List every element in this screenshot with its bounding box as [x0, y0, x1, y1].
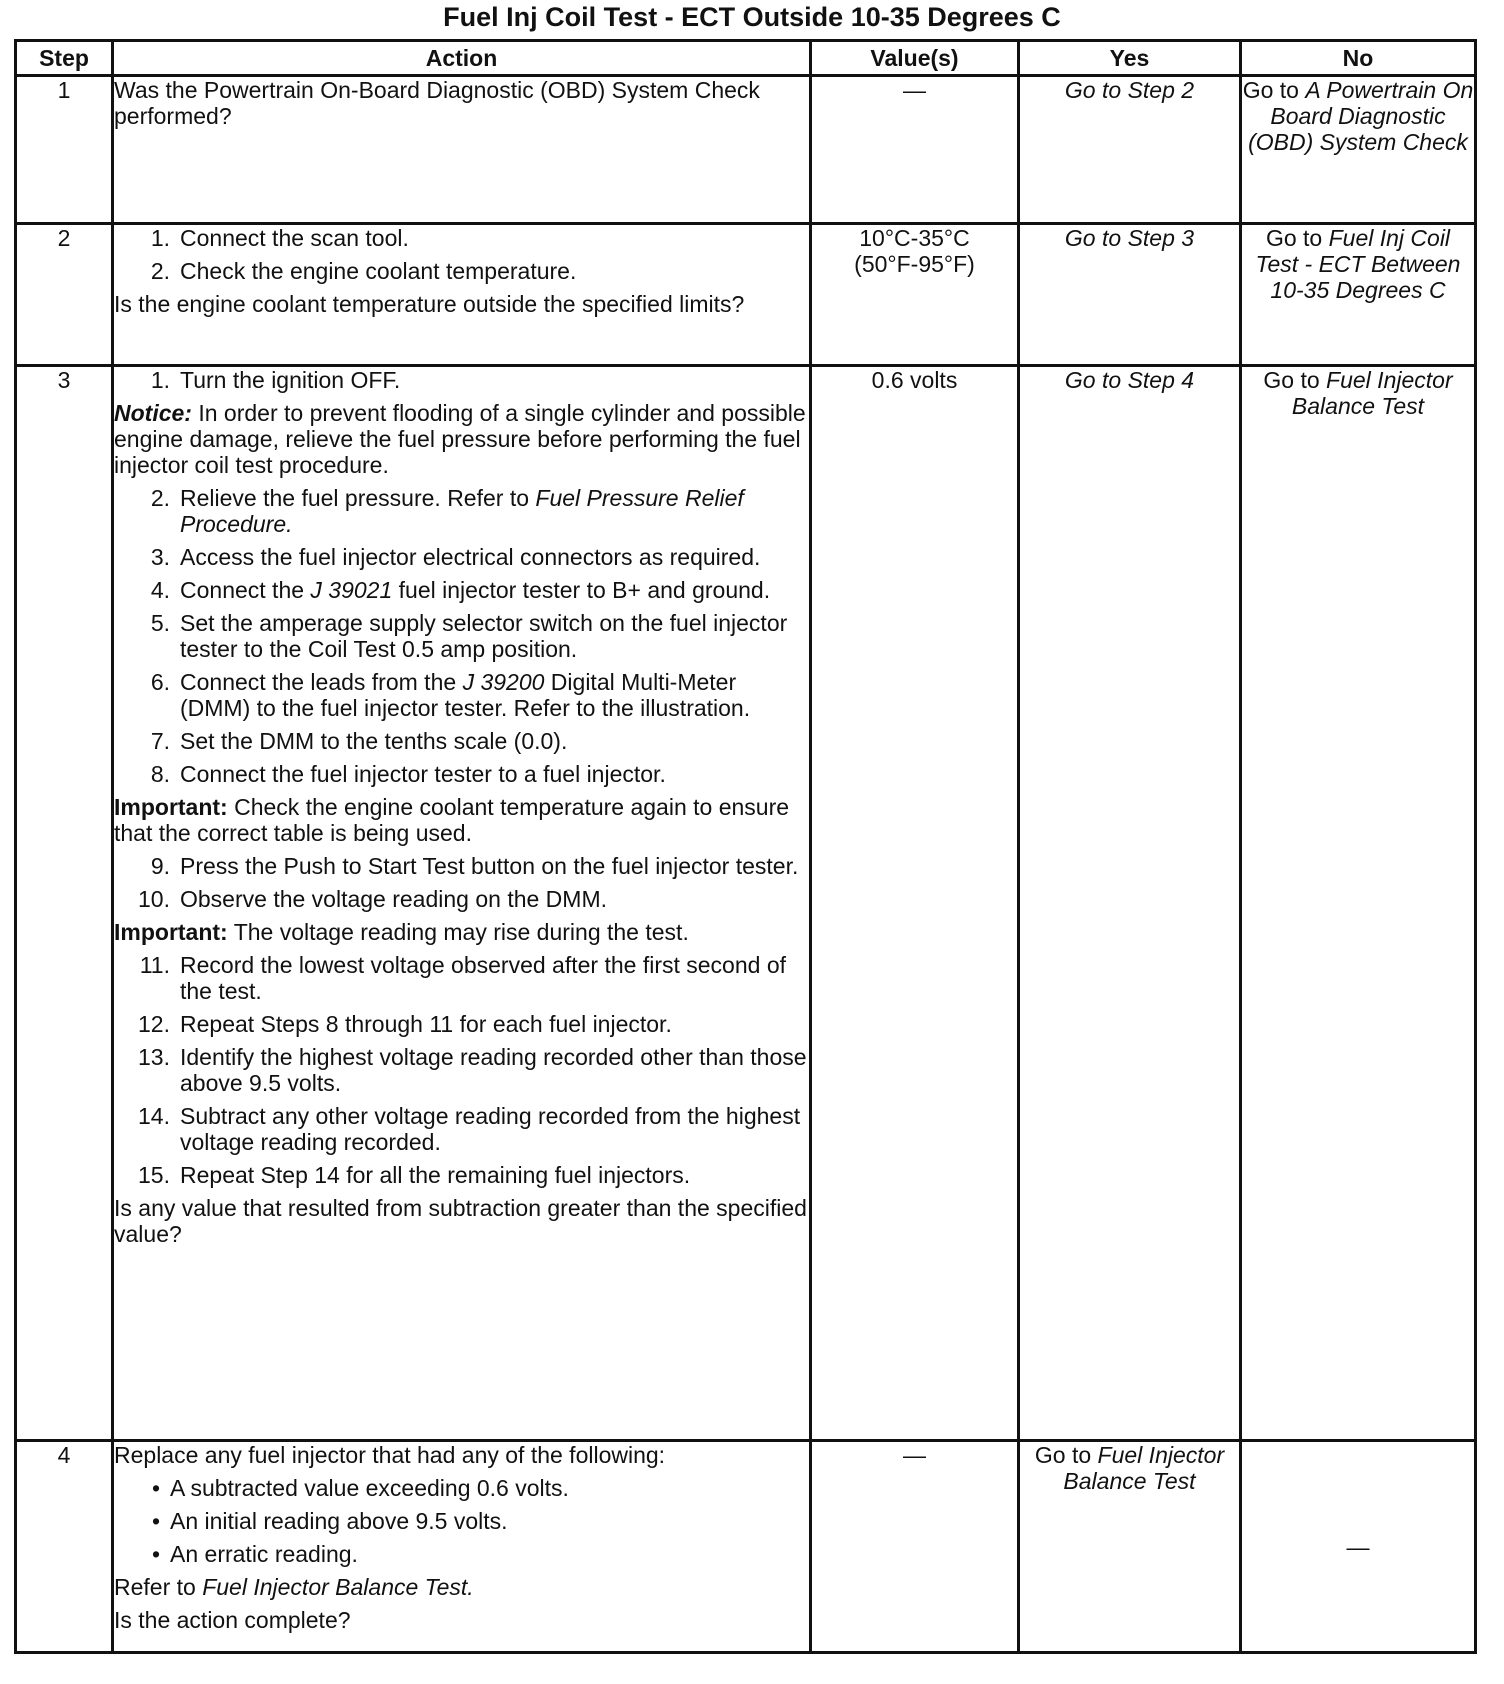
no-link[interactable]: A Powertrain On Board Diagnostic (OBD) System Check — [1248, 77, 1474, 155]
list-item — [114, 225, 809, 251]
diagnostic-table — [14, 39, 1477, 1654]
step-number: 1 — [16, 76, 113, 224]
yes-link[interactable]: Go to Step 2 — [1064, 77, 1195, 103]
value-cell — [811, 224, 1019, 366]
no-cell: — — [1241, 1441, 1476, 1653]
no-cell — [1241, 224, 1476, 366]
bullet-item — [114, 1541, 809, 1567]
list-item — [114, 258, 809, 284]
list-item-number: 4. — [150, 577, 170, 603]
list-item-text: Repeat Steps 8 through 11 for each fuel injector. — [180, 1011, 672, 1037]
action-intro: Replace any fuel injector that had any of the following: — [114, 1442, 666, 1468]
notice-text: In order to prevent flooding of a single cylinder and possible engine damage, relieve the fuel pressure before performing the fuel injector coil test procedure. — [114, 400, 806, 478]
list-item-number: 2. — [150, 258, 170, 284]
header-no: No — [1241, 41, 1476, 76]
bullet-icon: • — [151, 1541, 160, 1567]
list-item-number: 6. — [150, 669, 170, 695]
yes-cell — [1019, 76, 1241, 224]
bullet-item — [114, 1508, 809, 1534]
action-question: Is the action complete? — [114, 1607, 351, 1633]
list-item — [114, 1103, 809, 1155]
important-label: Important: — [114, 794, 228, 820]
list-item-text-part: Connect the leads from the — [180, 669, 463, 695]
list-item-number: 5. — [150, 610, 170, 636]
bullet-text: A subtracted value exceeding 0.6 volts. — [170, 1475, 569, 1501]
list-item-text: Observe the voltage reading on the DMM. — [180, 886, 608, 912]
list-item-text: Repeat Step 14 for all the remaining fuel injectors. — [180, 1162, 691, 1188]
notice-label: Notice: — [114, 400, 192, 426]
list-item-text: Access the fuel injector electrical connectors as required. — [180, 544, 761, 570]
header-values: Value(s) — [811, 41, 1019, 76]
list-item — [114, 669, 809, 721]
list-item-number: 8. — [150, 761, 170, 787]
action-question: Is any value that resulted from subtraction greater than the specified value? — [114, 1195, 807, 1247]
action-question: Was the Powertrain On-Board Diagnostic (OBD) System Check performed? — [114, 77, 760, 129]
no-cell — [1241, 366, 1476, 1441]
list-item-number: 1. — [150, 225, 170, 251]
yes-link[interactable]: Fuel Injector Balance Test — [1063, 1442, 1225, 1494]
header-yes: Yes — [1019, 41, 1241, 76]
list-item — [114, 1044, 809, 1096]
refer-line — [114, 1574, 809, 1600]
value-cell: 0.6 volts — [811, 366, 1019, 1441]
action-cell — [113, 76, 811, 224]
list-item — [114, 952, 809, 1004]
yes-cell — [1019, 224, 1241, 366]
no-cell — [1241, 76, 1476, 224]
value-fahrenheit: (50°F-95°F) — [854, 251, 975, 277]
list-item-text: Turn the ignition OFF. — [180, 367, 401, 393]
step-number: 2 — [16, 224, 113, 366]
table-row-step-2 — [16, 224, 1476, 366]
list-item — [114, 610, 809, 662]
list-item — [114, 485, 809, 537]
table-header-row — [16, 41, 1476, 76]
list-item — [114, 728, 809, 754]
bullet-item — [114, 1475, 809, 1501]
list-item-number: 14. — [138, 1103, 170, 1129]
list-item-number: 13. — [138, 1044, 170, 1070]
no-prefix: Go to — [1242, 77, 1306, 103]
list-item-text-part: Digital Multi-Meter (DMM) to the fuel injector tester. Refer to the illustration. — [180, 669, 751, 721]
list-item-text: Identify the highest voltage reading recorded other than those above 9.5 volts. — [180, 1044, 807, 1096]
tool-number: J 39021 — [310, 577, 393, 603]
list-item-text — [180, 485, 809, 537]
list-item-text: Set the amperage supply selector switch on the fuel injector tester to the Coil Test 0.5 amp position. — [180, 610, 788, 662]
action-cell — [113, 366, 811, 1441]
list-item-text: Set the DMM to the tenths scale (0.0). — [180, 728, 568, 754]
procedure-reference[interactable]: Fuel Pressure Relief Procedure. — [180, 485, 744, 537]
yes-cell — [1019, 366, 1241, 1441]
list-item-number: 11. — [139, 952, 170, 978]
important-paragraph — [114, 919, 809, 945]
list-item — [114, 853, 809, 879]
step-number: 3 — [16, 366, 113, 1441]
bullet-icon: • — [151, 1475, 160, 1501]
list-item-number: 15. — [138, 1162, 170, 1188]
document-title: Fuel Inj Coil Test - ECT Outside 10-35 Degrees C — [443, 2, 1061, 32]
value-celsius: 10°C-35°C — [859, 225, 970, 251]
no-prefix: Go to — [1265, 225, 1329, 251]
yes-link[interactable]: Go to Step 4 — [1064, 367, 1195, 393]
list-item-text: Connect the scan tool. — [180, 225, 409, 251]
list-item-text-part: Relieve the fuel pressure. Refer to — [180, 485, 536, 511]
list-item-text-part: Connect the — [180, 577, 311, 603]
list-item — [114, 577, 809, 603]
list-item — [114, 886, 809, 912]
important-label: Important: — [114, 919, 228, 945]
list-item-text: Connect the fuel injector tester to a fuel injector. — [180, 761, 666, 787]
bullet-text: An erratic reading. — [170, 1541, 358, 1567]
action-question: Is the engine coolant temperature outside the specified limits? — [114, 291, 745, 317]
bullet-icon: • — [151, 1508, 160, 1534]
list-item-text: Subtract any other voltage reading recorded from the highest voltage reading recorded. — [180, 1103, 801, 1155]
yes-link[interactable]: Go to Step 3 — [1064, 225, 1195, 251]
list-item-number: 7. — [150, 728, 170, 754]
list-item — [114, 367, 809, 393]
list-item — [114, 1162, 809, 1188]
tool-number: J 39200 — [462, 669, 545, 695]
procedure-reference[interactable]: Fuel Injector Balance Test. — [202, 1574, 474, 1600]
list-item-text — [180, 577, 809, 603]
value-cell: — — [811, 1441, 1019, 1653]
list-item — [114, 544, 809, 570]
list-item-number: 10. — [138, 886, 170, 912]
no-link[interactable]: Fuel Inj Coil Test - ECT Between 10-35 Degrees C — [1255, 225, 1461, 303]
list-item-number: 1. — [150, 367, 170, 393]
important-paragraph — [114, 794, 809, 846]
yes-prefix: Go to — [1034, 1442, 1098, 1468]
step-number: 4 — [16, 1441, 113, 1653]
list-item-text-part: fuel injector tester to B+ and ground. — [392, 577, 771, 603]
no-prefix: Go to — [1263, 367, 1327, 393]
table-row-step-4 — [16, 1441, 1476, 1653]
notice-paragraph — [114, 400, 809, 478]
list-item — [114, 761, 809, 787]
no-link[interactable]: Fuel Injector Balance Test — [1291, 367, 1453, 419]
list-item-text: Press the Push to Start Test button on the fuel injector tester. — [180, 853, 799, 879]
important-text: The voltage reading may rise during the test. — [227, 919, 689, 945]
list-item — [114, 1011, 809, 1037]
list-item-number: 9. — [150, 853, 170, 879]
list-item-text: Check the engine coolant temperature. — [180, 258, 577, 284]
table-row-step-1 — [16, 76, 1476, 224]
action-cell — [113, 224, 811, 366]
list-item-number: 12. — [138, 1011, 170, 1037]
list-item-number: 2. — [150, 485, 170, 511]
action-cell — [113, 1441, 811, 1653]
header-step: Step — [16, 41, 113, 76]
list-item-text: Record the lowest voltage observed after the first second of the test. — [180, 952, 786, 1004]
list-item-number: 3. — [150, 544, 170, 570]
table-row-step-3 — [16, 366, 1476, 1441]
header-action: Action — [113, 41, 811, 76]
important-text: Check the engine coolant temperature again to ensure that the correct table is being used. — [114, 794, 790, 846]
list-item-text — [180, 669, 809, 721]
bullet-text: An initial reading above 9.5 volts. — [170, 1508, 508, 1534]
refer-prefix: Refer to — [114, 1574, 203, 1600]
value-cell: — — [811, 76, 1019, 224]
yes-cell — [1019, 1441, 1241, 1653]
